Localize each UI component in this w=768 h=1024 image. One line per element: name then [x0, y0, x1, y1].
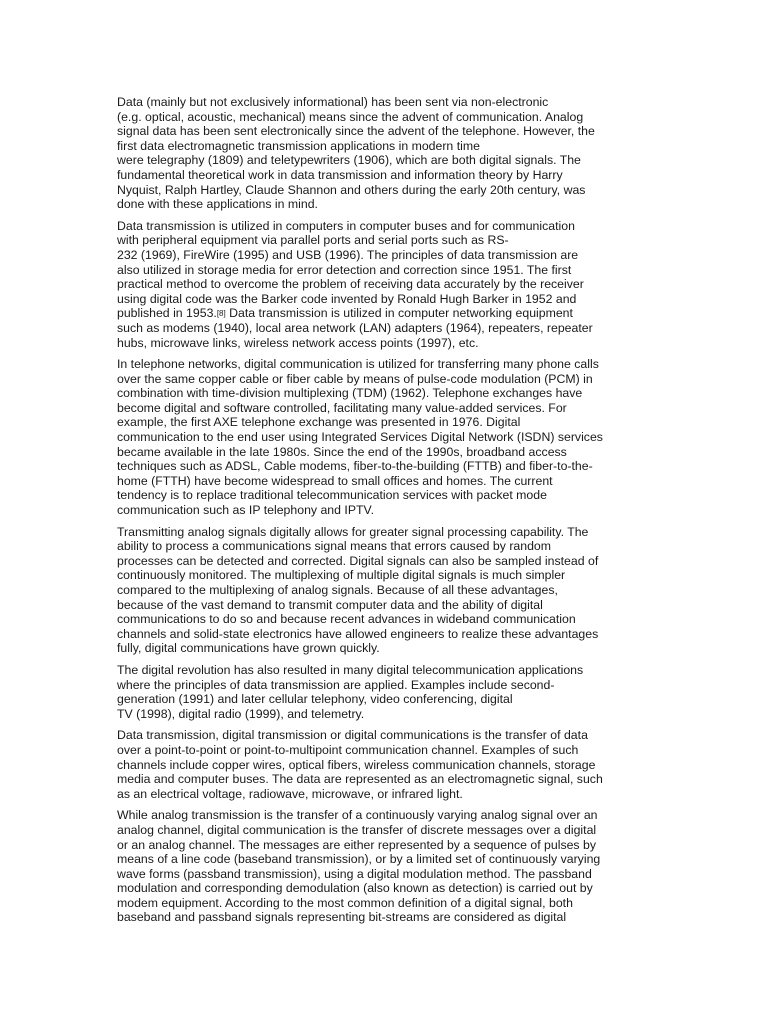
text-line: means of a line code (baseband transmission), or by a limited set of continuously varying	[117, 852, 601, 867]
text-line: baseband and passband signals representing bit-streams are considered as digital	[117, 910, 567, 925]
text-line: hubs, microwave links, wireless network access points (1997), etc.	[117, 335, 479, 350]
text-line: were telegraphy (1809) and teletypewriters (1906), which are both digital signals. The	[117, 153, 581, 168]
text-line: In telephone networks, digital communication is utilized for transferring many phone calls	[117, 357, 599, 372]
text-line: combination with time-division multiplexing (TDM) (1962). Telephone exchanges have	[117, 386, 583, 401]
text-line: fully, digital communications have grown quickly.	[117, 641, 380, 656]
text-line: communication to the end user using Integrated Services Digital Network (ISDN) services	[117, 430, 603, 445]
text-line: Nyquist, Ralph Hartley, Claude Shannon and others during the early 20th century, was	[117, 182, 586, 197]
text-line: because of the vast demand to transmit computer data and the ability of digital	[117, 597, 543, 612]
text-line: While analog transmission is the transfer of a continuously varying analog signal over an	[117, 808, 598, 823]
text-line: done with these applications in mind.	[117, 197, 318, 212]
text-line: compared to the multiplexing of analog signals. Because of all these advantages,	[117, 583, 558, 597]
text-line: Data (mainly but not exclusively informational) has been sent via non-electronic	[117, 95, 549, 109]
text-line: using digital code was the Barker code invented by Ronald Hugh Barker in 1952 and	[117, 291, 577, 306]
text-line: analog channel, digital communication is the transfer of discrete messages over a digital	[117, 822, 597, 837]
text-line: techniques such as ADSL, Cable modems, fiber-to-the-building (FTTB) and fiber-to-the-	[117, 459, 593, 474]
text-line: as an electrical voltage, radiowave, microwave, or infrared light.	[117, 786, 463, 801]
text-line: become digital and software controlled, facilitating many value-added services. For	[117, 400, 567, 415]
paragraph-telephone	[117, 357, 657, 518]
text-line: or an analog channel. The messages are either represented by a sequence of pulses by	[117, 837, 596, 852]
text-line: also utilized in storage media for error detection and correction since 1951. The first	[117, 262, 572, 277]
text-line: Transmitting analog signals digitally allows for greater signal processing capability. The	[117, 524, 589, 539]
paragraph-digital-revolution	[117, 663, 657, 721]
text-line: generation (1991) and later cellular telephony, video conferencing, digital	[117, 692, 513, 707]
text-line: communications to do so and because recent advances in wideband communication	[117, 612, 576, 627]
text-segment: Data transmission is utilized in computer networking equipment	[225, 306, 573, 321]
text-line: media and computer buses. The data are represented as an electromagnetic signal, such	[117, 772, 603, 787]
text-line: such as modems (1940), local area network (LAN) adapters (1964), repeaters, repeater	[117, 320, 593, 335]
text-line: wave forms (passband transmission), using a digital modulation method. The passband	[117, 866, 592, 881]
text-line: signal data has been sent electronically since the advent of the telephone. However, the	[117, 124, 595, 139]
document-page	[117, 95, 657, 932]
paragraph-analog-vs-digital	[117, 808, 657, 925]
text-segment: published in 1953.	[117, 306, 217, 321]
text-line: TV (1998), digital radio (1999), and telemetry.	[117, 706, 365, 721]
text-line: became available in the late 1980s. Since the end of the 1990s, broadband access	[117, 444, 567, 459]
text-line: channels include copper wires, optical fibers, wireless communication channels, storage	[117, 757, 596, 772]
text-line: modulation and corresponding demodulation (also known as detection) is carried out by	[117, 881, 593, 896]
text-line: over a point-to-point or point-to-multipoint communication channel. Examples of such	[117, 742, 579, 757]
text-line: where the principles of data transmission are applied. Examples include second-	[117, 677, 555, 692]
text-line: first data electromagnetic transmission applications in modern time	[117, 138, 480, 153]
text-line: example, the first AXE telephone exchange was presented in 1976. Digital	[117, 415, 521, 430]
paragraph-history	[117, 95, 657, 212]
text-line: (e.g. optical, acoustic, mechanical) means since the advent of communication. Analog	[117, 109, 584, 124]
text-line: with peripheral equipment via parallel ports and serial ports such as RS-	[117, 233, 509, 248]
text-line	[117, 306, 657, 321]
text-line: 232 (1969), FireWire (1995) and USB (1996). The principles of data transmission are	[117, 247, 579, 262]
paragraph-computers	[117, 219, 657, 350]
text-line: over the same copper cable or fiber cable by means of pulse-code modulation (PCM) in	[117, 371, 593, 386]
text-line: Data transmission, digital transmission or digital communications is the transfer of data	[117, 728, 588, 743]
text-line: practical method to overcome the problem of receiving data accurately by the receiver	[117, 277, 584, 292]
text-line: ability to process a communications signal means that errors caused by random	[117, 539, 552, 554]
reference-link[interactable]: [8]	[216, 309, 226, 319]
text-line: home (FTTH) have become widespread to small offices and homes. The current	[117, 473, 553, 488]
text-line: Data transmission is utilized in computers in computer buses and for communication	[117, 218, 575, 233]
text-line: tendency is to replace traditional telecommunication services with packet mode	[117, 488, 547, 503]
text-line: communication such as IP telephony and IPTV.	[117, 503, 375, 518]
text-line: fundamental theoretical work in data transmission and information theory by Harry	[117, 167, 563, 182]
text-line: processes can be detected and corrected. Digital signals can also be sampled instead of	[117, 553, 599, 568]
text-line: channels and solid-state electronics have allowed engineers to realize these advantages	[117, 626, 599, 641]
text-line: The digital revolution has also resulted in many digital telecommunication applications	[117, 662, 584, 677]
paragraph-definition	[117, 728, 657, 801]
text-line: modem equipment. According to the most common definition of a digital signal, both	[117, 895, 573, 910]
text-line: continuously monitored. The multiplexing of multiple digital signals is much simpler	[117, 568, 566, 583]
paragraph-analog-digital	[117, 525, 657, 656]
